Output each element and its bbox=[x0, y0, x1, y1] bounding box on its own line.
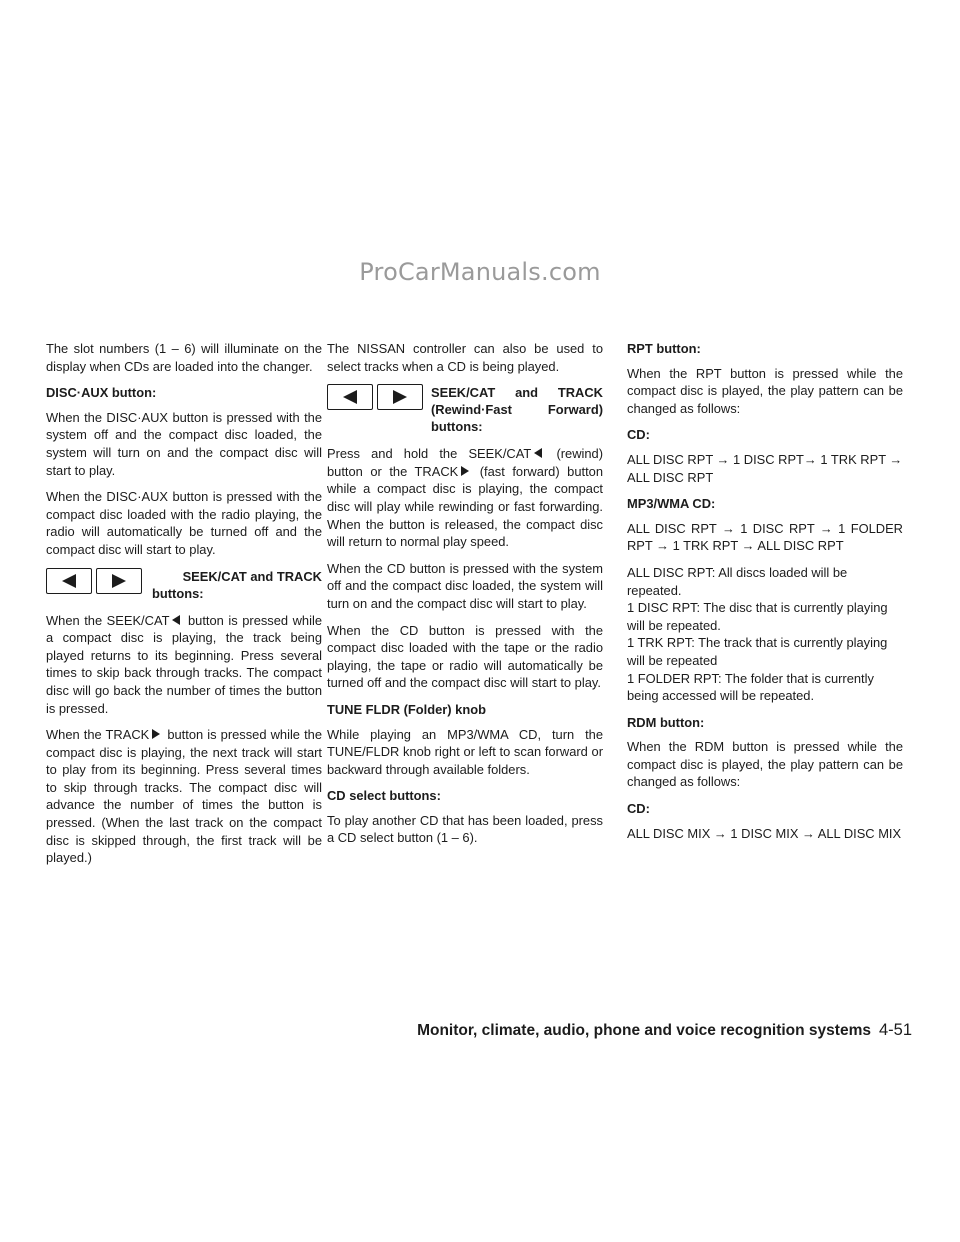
heading-mp3-wma: MP3/WMA CD: bbox=[627, 496, 716, 512]
seek-track-button-illustration bbox=[46, 568, 322, 602]
triangle-right-icon bbox=[151, 726, 161, 744]
paragraph: While playing an MP3/WMA CD, turn the TUNE/FLDR knob right or left to scan forward or backward through available folders. bbox=[327, 726, 603, 777]
paragraph: When the CD button is pressed with the compact disc loaded with the tape or the radio playing, the tape or radio will automatically be turned off and the compact disc will start to play. bbox=[327, 622, 603, 691]
paragraph: To play another CD that has been loaded, press a CD select button (1 – 6). bbox=[327, 812, 603, 846]
label-line: SEEK/CAT and TRACK bbox=[431, 385, 603, 401]
paragraph: When the DISC·AUX button is pressed with the system off and the compact disc loaded, the system will turn on and the compact disc will start to play. bbox=[46, 409, 322, 478]
seek-track-label bbox=[150, 568, 322, 602]
definition: 1 DISC RPT: The disc that is currently playing will be repeated. bbox=[627, 600, 888, 633]
button-pair bbox=[327, 384, 423, 410]
paragraph-press-hold bbox=[327, 445, 603, 551]
heading-disc-aux: DISC·AUX button: bbox=[46, 385, 157, 401]
text: button is pressed while the compact disc is playing, the next track will start to play from its beginning. Press several times to skip through tracks. The compact disc will advance the number of times the button is pressed. (When the last track on the compact disc is skipped through, the first track will be played.) bbox=[46, 727, 322, 866]
paragraph: The NISSAN controller can also be used to select tracks when a CD is being played. bbox=[327, 341, 603, 374]
triangle-right-icon bbox=[460, 463, 470, 481]
paragraph-rdm-sequence: ALL DISC MIX → 1 DISC MIX → ALL DISC MIX bbox=[627, 825, 902, 841]
definition: 1 TRK RPT: The track that is currently playing will be repeated bbox=[627, 635, 888, 668]
footer-section-title: Monitor, climate, audio, phone and voice recognition systems bbox=[417, 1022, 871, 1039]
text: Press and hold the SEEK/CAT bbox=[327, 446, 532, 462]
column-3 bbox=[627, 340, 903, 851]
triangle-left-icon bbox=[171, 612, 181, 630]
paragraph: When the RPT button is pressed while the compact disc is played, the play pattern can be changed as follows: bbox=[627, 365, 903, 416]
paragraph: When the DISC·AUX button is pressed with the compact disc loaded with the radio playing, the radio will automatically be turned off and the compact disc will start to play. bbox=[46, 489, 322, 557]
label-line: buttons: bbox=[152, 585, 204, 601]
heading-tune-fldr: TUNE FLDR (Folder) knob bbox=[327, 701, 486, 717]
page-footer bbox=[417, 1021, 912, 1040]
paragraph-track bbox=[46, 726, 322, 867]
text: When the TRACK bbox=[46, 727, 150, 743]
label-line: SEEK/CAT and TRACK bbox=[182, 568, 322, 584]
paragraph: When the CD button is pressed with the system off and the compact disc loaded, the system will turn on and the compact disc will start to play. bbox=[327, 560, 603, 611]
paragraph-cd-sequence: ALL DISC RPT → 1 DISC RPT→ 1 TRK RPT → ALL DISC RPT bbox=[627, 451, 903, 485]
heading-cd: CD: bbox=[627, 427, 650, 443]
track-button-icon bbox=[377, 384, 423, 410]
paragraph-mp3-sequence: ALL DISC RPT → 1 DISC RPT → 1 FOLDER RPT → 1 TRK RPT → ALL DISC RPT bbox=[627, 520, 903, 554]
heading-rdm: RDM button: bbox=[627, 714, 705, 730]
paragraph: When the RDM button is pressed while the compact disc is played, the play pattern can be changed as follows: bbox=[627, 739, 903, 790]
heading-cd: CD: bbox=[627, 801, 650, 817]
label-line: (Rewind·Fast Forward) bbox=[431, 402, 603, 418]
definition: 1 FOLDER RPT: The folder that is currently being accessed will be repeated. bbox=[627, 670, 874, 704]
button-pair bbox=[46, 568, 142, 594]
seek-track-button-illustration bbox=[327, 384, 603, 435]
heading-cd-select: CD select buttons: bbox=[327, 788, 441, 804]
triangle-left-icon bbox=[533, 445, 543, 463]
page-number: 4-51 bbox=[878, 1021, 912, 1039]
track-button-icon bbox=[96, 568, 142, 594]
label-line: buttons: bbox=[431, 419, 483, 435]
heading-rpt: RPT button: bbox=[627, 341, 701, 356]
column-1 bbox=[46, 340, 322, 876]
seek-cat-button-icon bbox=[46, 568, 92, 594]
text: (rewind) button or the TRACK bbox=[327, 446, 603, 479]
text: button is pressed while a compact disc is playing, the track being played returns to its beginning. Press several times to skip back through tracks. The compact disc will go back the number of times the button is pressed. bbox=[46, 612, 322, 716]
watermark: ProCarManuals.com bbox=[359, 258, 601, 286]
text: (fast forward) button while a compact disc is playing, the compact disc will play while rewinding or fast forwarding. When the button is released, the compact disc will return to normal play speed. bbox=[327, 463, 603, 550]
paragraph: The slot numbers (1 – 6) will illuminate on the display when CDs are loaded into the changer. bbox=[46, 341, 322, 374]
text: When the SEEK/CAT bbox=[46, 612, 170, 628]
column-2 bbox=[327, 340, 603, 856]
paragraph-seek bbox=[46, 612, 322, 718]
definition: ALL DISC RPT: All discs loaded will be repeated. bbox=[627, 564, 848, 598]
seek-track-label bbox=[431, 384, 603, 435]
seek-cat-button-icon bbox=[327, 384, 373, 410]
